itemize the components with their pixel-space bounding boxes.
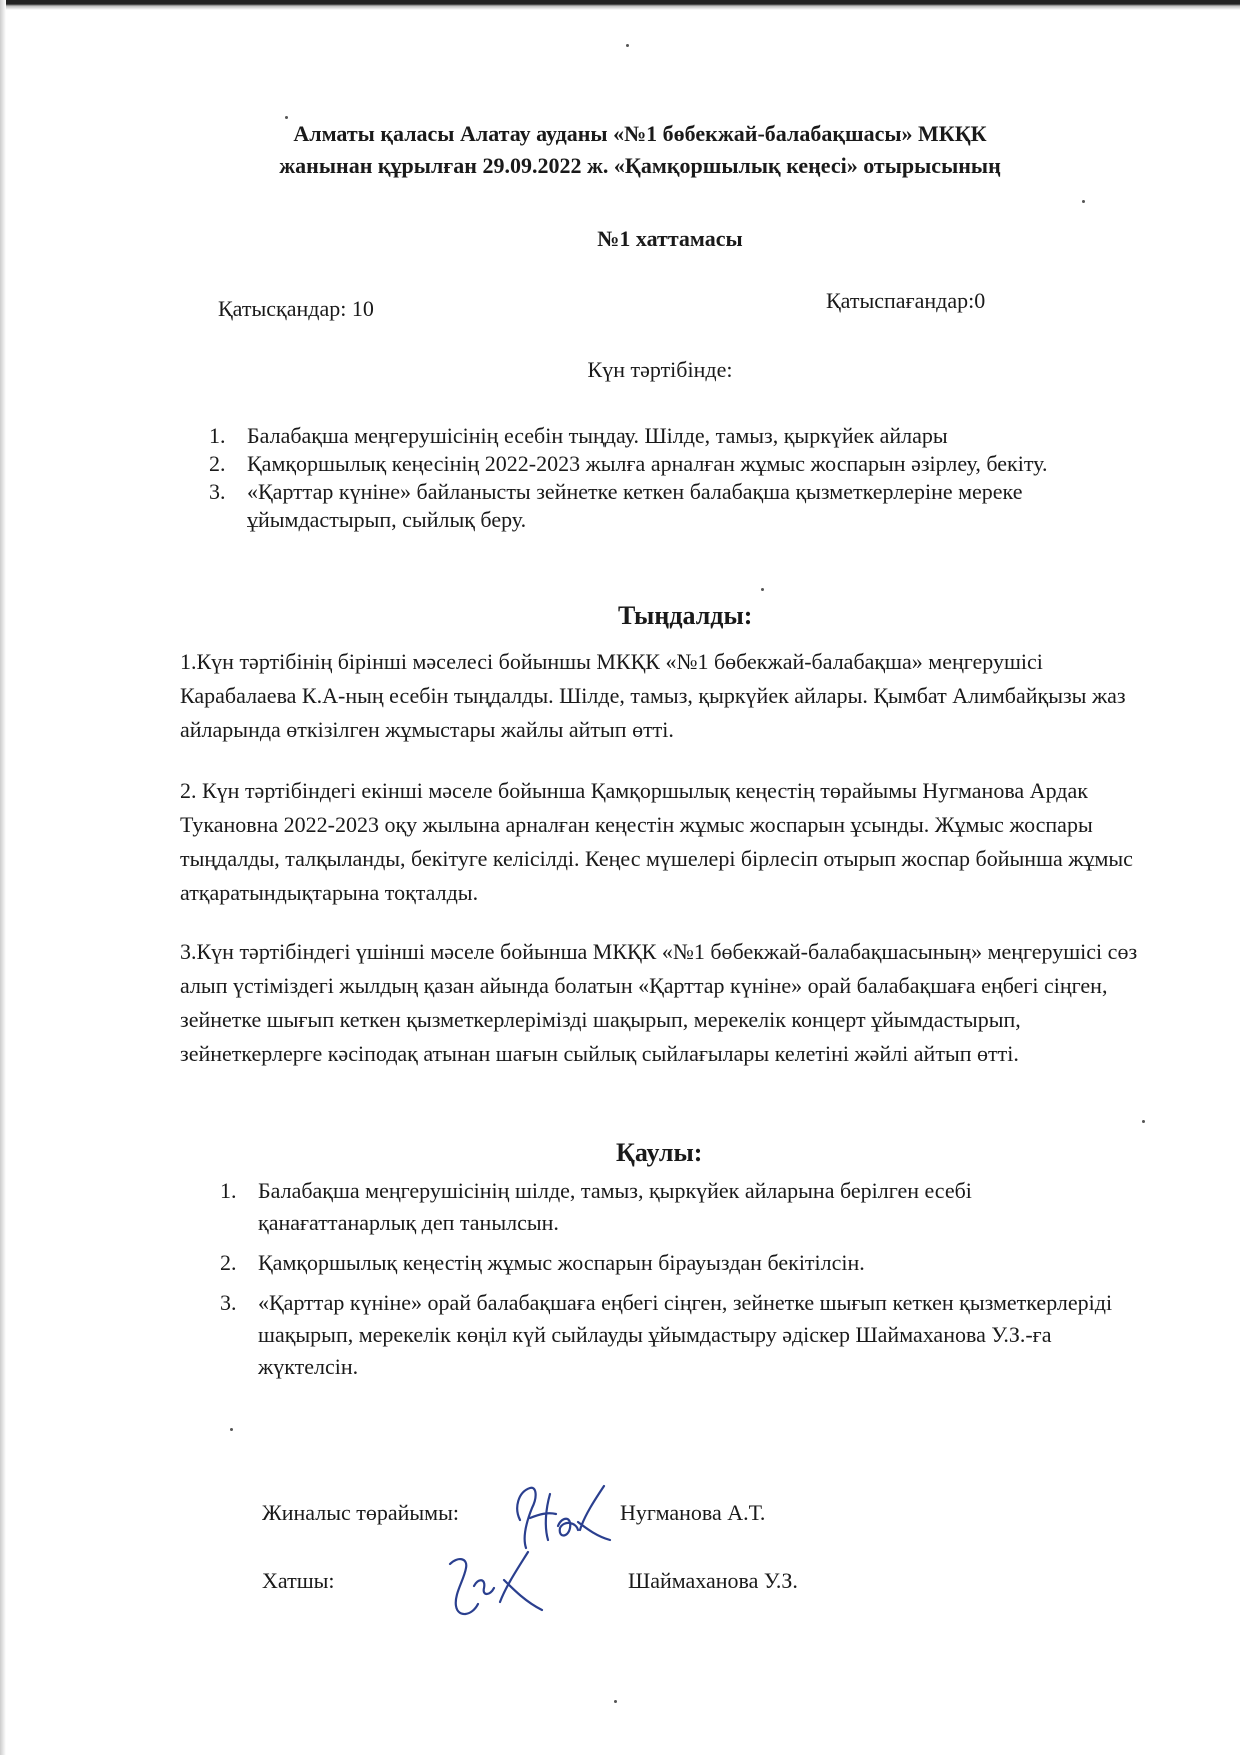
- resolution-item-number: 3.: [220, 1290, 237, 1315]
- agenda-item-number: 1.: [209, 423, 226, 448]
- secretary-label: Хатшы:: [262, 1568, 335, 1593]
- agenda-item-text: «Қарттар күніне» байланысты зейнетке кеткен балабақша қызметкерлеріне мереке ұйымдастырып, сыйлық беру.: [247, 479, 1023, 532]
- scan-speck: [761, 588, 764, 591]
- resolution-item-number: 2.: [220, 1250, 237, 1275]
- agenda-item: [209, 478, 1097, 534]
- agenda-item: [209, 450, 1097, 478]
- secretary-signature-row: [262, 1558, 1162, 1618]
- agenda-item-number: 2.: [209, 451, 226, 476]
- secretary-name: Шаймаханова У.З.: [628, 1568, 798, 1593]
- scan-speck: [230, 1428, 233, 1431]
- agenda-heading: Күн тәртібінде:: [587, 357, 733, 382]
- chair-signature-row: [262, 1490, 1162, 1550]
- agenda-item: [209, 422, 1097, 450]
- resolution-item-text: Балабақша меңгерушісінің шілде, тамыз, қыркүйек айларына берілген есебі қанағаттанарлық деп танылсын.: [258, 1178, 972, 1235]
- resolution-list: [220, 1175, 1118, 1391]
- secretary-signature: [444, 1546, 554, 1630]
- resolution-item: [220, 1247, 1118, 1279]
- attendance-present: Қатысқандар: 10: [218, 296, 374, 321]
- agenda-item-number: 3.: [209, 479, 226, 504]
- scan-speck: [285, 116, 288, 119]
- agenda-item-text: Қамқоршылық кеңесінің 2022-2023 жылға арналған жұмыс жоспарын әзірлеу, бекіту.: [247, 451, 1048, 476]
- resolution-item: [220, 1175, 1118, 1239]
- resolution-item: [220, 1287, 1118, 1383]
- resolved-heading: Қаулы:: [616, 1138, 703, 1167]
- heard-paragraph-2: 2. Күн тәртібіндегі екінші мәселе бойынша Қамқоршылық кеңестің төрайымы Нугманова Ардак Тукановна 2022-2023 оқу жылына арналған кеңестін жұмыс жоспарын ұсынды. Жұмыс жоспары тыңдалды, талқыланды, бекітуге келісілді. Кеңес мүшелері бірлесіп отырып жоспар бойынша жұмыс атқаратындықтарына тоқталды.: [180, 778, 1133, 905]
- attendance-absent: Қатыспағандар:0: [826, 288, 986, 313]
- heard-paragraph-3: 3.Күн тәртібіндегі үшінші мәселе бойынша МКҚК «№1 бөбекжай-балабақшасының» меңгерушісі сөз алып үстіміздегі жылдың қазан айында болатын «Қарттар күніне» орай балабақшаға еңбегі сіңген, зейнетке шығып кеткен қызметкерлерімізді шақырып, мерекелік концерт ұйымдастырып, зейнеткерлерге кәсіподақ атынан шағын сыйлық сыйлағылары келетіні жәйлі айтып өтті.: [180, 939, 1138, 1066]
- resolution-item-text: Қамқоршылық кеңестің жұмыс жоспарын бірауыздан бекітілсін.: [258, 1250, 865, 1275]
- agenda-list: [209, 422, 1097, 534]
- scan-speck: [614, 1700, 617, 1703]
- scan-speck: [1082, 200, 1085, 203]
- scan-speck: [1142, 1120, 1145, 1123]
- chair-label: Жиналыс төрайымы:: [262, 1500, 459, 1525]
- heard-heading: Тыңдалды:: [618, 601, 753, 630]
- header-line-1: Алматы қаласы Алатау ауданы «№1 бөбекжай-балабақшасы» МКҚК: [293, 121, 987, 146]
- resolution-item-text: «Қарттар күніне» орай балабақшаға еңбегі сіңген, зейнетке шығып кеткен қызметкерлеріді шақырып, мерекелік көңіл күй сыйлауды ұйымдастыру әдіскер Шаймаханова У.З.-ға жүктелсін.: [258, 1290, 1113, 1379]
- header-line-2: жанынан құрылған 29.09.2022 ж. «Қамқоршылық кеңесі» отырысының: [279, 153, 1001, 178]
- resolution-item-number: 1.: [220, 1178, 237, 1203]
- chair-name: Нугманова А.Т.: [620, 1500, 766, 1525]
- heard-paragraph-1: 1.Күн тәртібінің бірінші мәселесі бойыншы МКҚК «№1 бөбекжай-балабақша» меңгерушісі Карабалаева К.А-ның есебін тыңдалды. Шілде, тамыз, қыркүйек айлары. Қымбат Алимбайқызы жаз айларында өткізілген жұмыстары жайлы айтып өтті.: [180, 649, 1126, 742]
- document-header: [220, 118, 1060, 182]
- scan-speck: [626, 44, 629, 47]
- agenda-item-text: Балабақша меңгерушісінің есебін тыңдау. Шілде, тамыз, қыркүйек айлары: [247, 423, 948, 448]
- protocol-number: №1 хаттамасы: [597, 226, 743, 251]
